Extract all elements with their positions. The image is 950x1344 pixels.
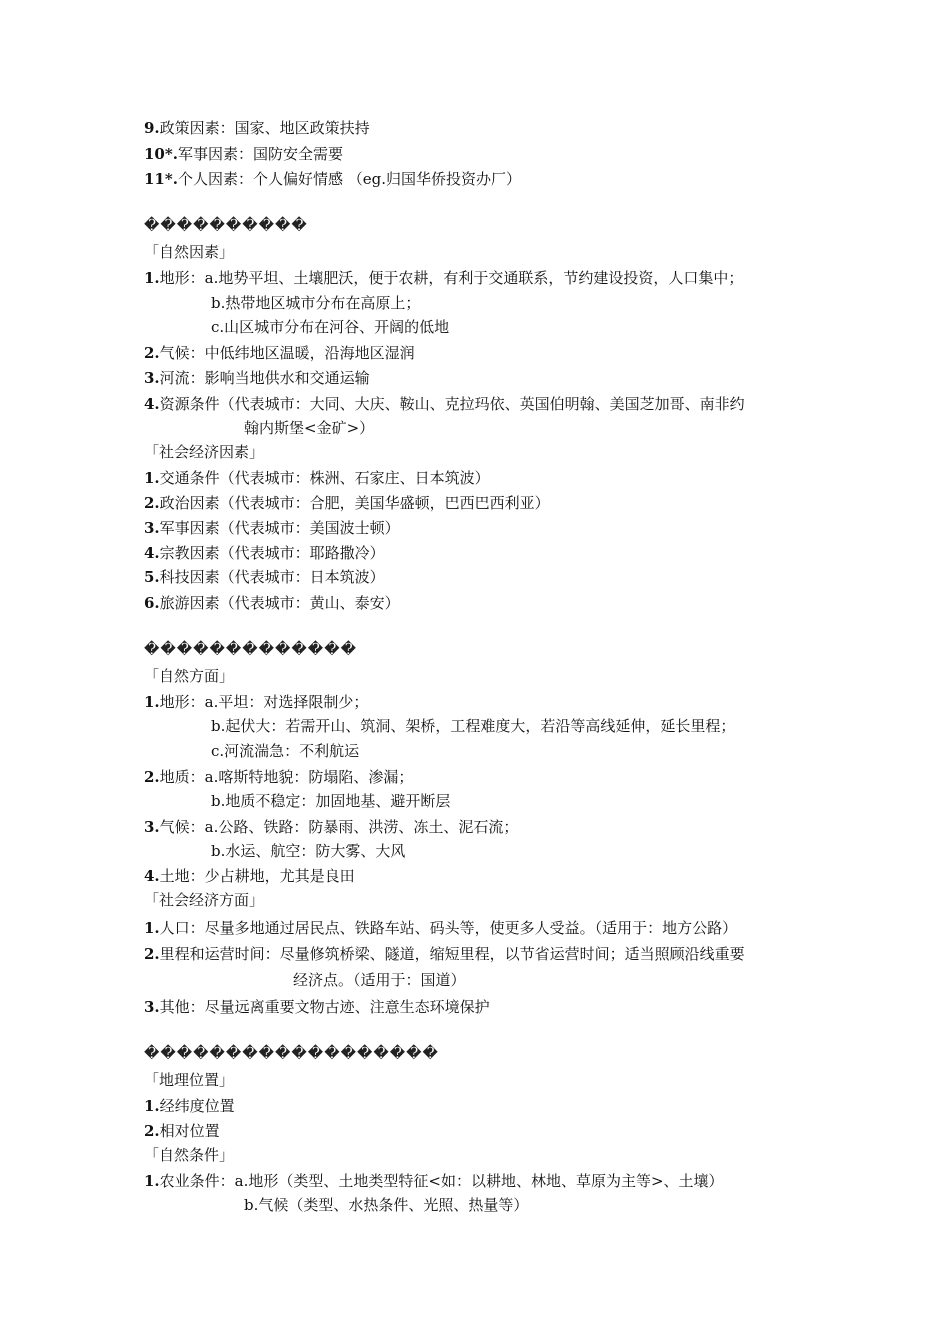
other-line: 3.其他：尽量远离重要文物古迹、注意生态环境保护 [144,998,490,1016]
technology-line: 5.科技因素（代表城市：日本筑波） [144,568,385,586]
subsection-natural-conditions: 「自然条件」 [144,1146,235,1164]
military-factor-line: 10*.军事因素：国防安全需要 [144,145,343,163]
route-terrain-line: 1.地形：a.平坦：对选择限制少； [144,693,369,711]
section-heading-city-location: ���������� [144,216,308,234]
resource-line: 4.资源条件（代表城市：大同、大庆、鞍山、克拉玛依、英国伯明翰、美国芝加哥、南非约 [144,395,745,413]
subsection-geographic-location: 「地理位置」 [144,1071,235,1089]
policy-factor-line: 9.政策因素：国家、地区政策扶持 [144,119,370,137]
religion-line: 4.宗教因素（代表城市：耶路撒冷） [144,544,385,562]
subsection-socioeconomic-factors: 「社会经济因素」 [144,443,265,461]
agriculture-line: 1.农业条件：a.地形（类型、土地类型特征<如：以耕地、林地、草原为主等>、土壤） [144,1172,724,1190]
geology-sub-b: b.地质不稳定：加固地基、避开断层 [211,792,451,810]
route-climate-line: 3.气候：a.公路、铁路：防暴雨、洪涝、冻土、泥石流； [144,818,519,836]
resource-line-cont: 翰内斯堡<金矿>） [244,419,375,437]
section-heading-route-selection: ������������� [144,640,357,658]
transport-line: 1.交通条件（代表城市：株洲、石家庄、日本筑波） [144,469,490,487]
climate-line: 2.气候：中低纬地区温暖，沿海地区湿润 [144,344,415,362]
terrain-sub-c: c.山区城市分布在河谷、开阔的低地 [211,318,450,336]
geology-line: 2.地质：a.喀斯特地貌：防塌陷、渗漏； [144,768,414,786]
land-line: 4.土地：少占耕地，尤其是良田 [144,867,355,885]
section-heading-regional-analysis: ������������������ [144,1044,439,1062]
terrain-line: 1.地形：a.地势平坦、土壤肥沃，便于农耕，有利于交通联系，节约建设投资，人口集中； [144,269,744,287]
mileage-line-cont: 经济点。（适用于：国道） [293,971,466,989]
subsection-socioeconomic-aspect: 「社会经济方面」 [144,891,265,909]
route-terrain-sub-b: b.起伏大：若需开山、筑洞、架桥，工程难度大，若沿等高线延伸，延长里程； [211,717,736,735]
political-line: 2.政治因素（代表城市：合肥，美国华盛顿，巴西巴西利亚） [144,494,550,512]
military-line: 3.军事因素（代表城市：美国波士顿） [144,519,400,537]
river-line: 3.河流：影响当地供水和交通运输 [144,369,370,387]
subsection-natural-factors: 「自然因素」 [144,243,235,261]
subsection-natural-aspect: 「自然方面」 [144,667,235,685]
relative-location-line: 2.相对位置 [144,1122,220,1140]
agriculture-sub-b: b.气候（类型、水热条件、光照、热量等） [244,1196,529,1214]
population-line: 1.人口：尽量多地通过居民点、铁路车站、码头等，使更多人受益。（适用于：地方公路） [144,919,738,937]
mileage-line: 2.里程和运营时间：尽量修筑桥梁、隧道，缩短里程，以节省运营时间；适当照顾沿线重要 [144,945,745,963]
tourism-line: 6.旅游因素（代表城市：黄山、泰安） [144,594,400,612]
latlong-line: 1.经纬度位置 [144,1097,235,1115]
terrain-sub-b: b.热带地区城市分布在高原上； [211,294,421,312]
personal-factor-line: 11*.个人因素：个人偏好情感 （eg.归国华侨投资办厂） [144,170,521,188]
route-climate-sub-b: b.水运、航空：防大雾、大风 [211,842,406,860]
route-terrain-sub-c: c.河流湍急：不利航运 [211,742,360,760]
